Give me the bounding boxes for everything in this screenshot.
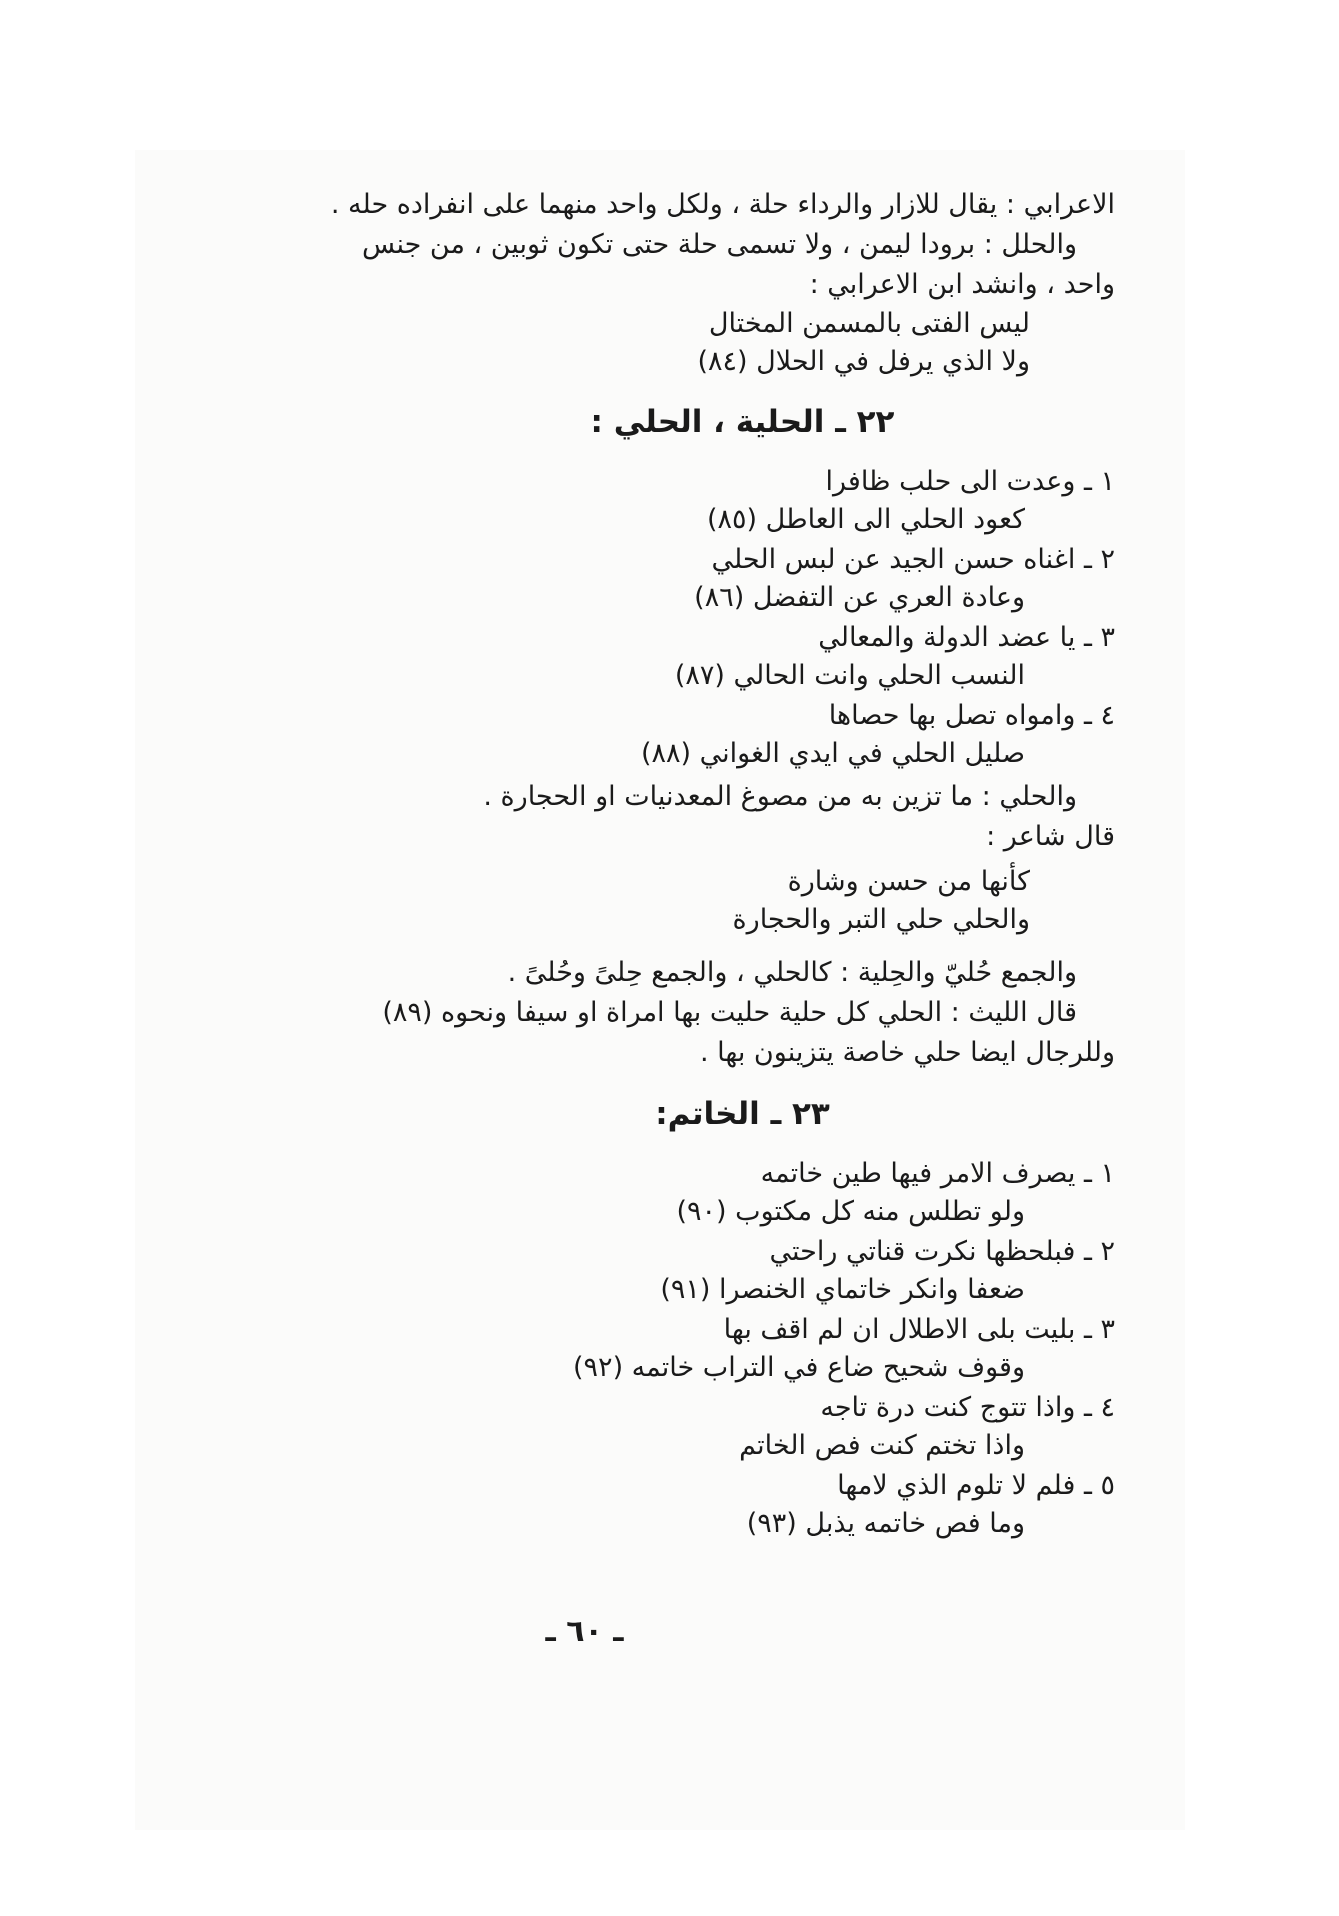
- laith-quote: قال الليث : الحلي كل حلية حليت بها امراة او سيفا ونحوه (٨٩): [382, 997, 1077, 1028]
- section-23-heading: ٢٣ ـ الخاتم:: [655, 1096, 830, 1132]
- verse-couplet: [230, 697, 1115, 773]
- verse-couplet: [230, 463, 1115, 539]
- verse-second-hemistich: وعادة العري عن التفضل (٨٦): [694, 582, 1025, 613]
- verse-first-hemistich: ٢ ـ اغناه حسن الجيد عن لبس الحلي: [711, 544, 1115, 575]
- intro-verse-first-hemistich: ليس الفتى بالمسمن المختال: [708, 308, 1030, 339]
- section-23-verses: [230, 1155, 1115, 1543]
- poet-intro: قال شاعر :: [986, 821, 1115, 852]
- page-body: [230, 185, 1115, 1545]
- verse-couplet: [230, 1311, 1115, 1387]
- intro-paragraph-1: الاعرابي : يقال للازار والرداء حلة ، ولكل واحد منهما على انفراده حله .: [330, 189, 1115, 220]
- verse-second-hemistich: وما فص خاتمه يذبل (٩٣): [746, 1508, 1025, 1539]
- verse-couplet: [230, 541, 1115, 617]
- verse-second-hemistich: واذا تختم كنت فص الخاتم: [739, 1430, 1025, 1461]
- men-ornament-paragraph: وللرجال ايضا حلي خاصة يتزينون بها .: [699, 1037, 1115, 1068]
- plural-paragraph: والجمع حُليّ والحِلية : كالحلي ، والجمع حِلىً وحُلىً .: [507, 957, 1077, 988]
- verse-second-hemistich: ولو تطلس منه كل مكتوب (٩٠): [676, 1196, 1025, 1227]
- intro-paragraph-2: والحلل : برودا ليمن ، ولا تسمى حلة حتى تكون ثوبين ، من جنس: [362, 229, 1077, 260]
- section-22-verses: [230, 463, 1115, 773]
- verse-couplet: [230, 1233, 1115, 1309]
- verse-first-hemistich: ٤ ـ واذا تتوج كنت درة تاجه: [820, 1392, 1115, 1423]
- page-number-label: ـ ٦٠ ـ: [545, 1614, 624, 1649]
- verse-second-hemistich: وقوف شحيح ضاع في التراب خاتمه (٩٢): [573, 1352, 1025, 1383]
- verse-first-hemistich: ٣ ـ يا عضد الدولة والمعالي: [818, 622, 1115, 653]
- section-22-heading: ٢٢ ـ الحلية ، الحلي :: [590, 404, 895, 440]
- verse-first-hemistich: ٢ ـ فبلحظها نكرت قناتي راحتي: [769, 1236, 1115, 1267]
- verse-couplet: [230, 1467, 1115, 1543]
- verse-first-hemistich: ٥ ـ فلم لا تلوم الذي لامها: [837, 1470, 1115, 1501]
- verse-first-hemistich: ١ ـ وعدت الى حلب ظافرا: [825, 466, 1115, 497]
- verse-first-hemistich: ١ ـ يصرف الامر فيها طين خاتمه: [760, 1158, 1115, 1189]
- intro-verse-second-hemistich: ولا الذي يرفل في الحلال (٨٤): [697, 346, 1030, 377]
- poet-verse-first-hemistich: كأنها من حسن وشارة: [787, 866, 1030, 897]
- verse-couplet: [230, 619, 1115, 695]
- verse-second-hemistich: صليل الحلي في ايدي الغواني (٨٨): [640, 738, 1025, 769]
- verse-first-hemistich: ٣ ـ بليت بلى الاطلال ان لم اقف بها: [723, 1314, 1115, 1345]
- verse-second-hemistich: النسب الحلي وانت الحالي (٨٧): [674, 660, 1025, 691]
- definition-paragraph: والحلي : ما تزين به من مصوغ المعدنيات او الحجارة .: [483, 781, 1077, 812]
- verse-couplet: [230, 1155, 1115, 1231]
- page-number: [0, 1614, 1339, 1649]
- poet-verse-second-hemistich: والحلي حلي التبر والحجارة: [732, 904, 1030, 935]
- verse-couplet: [230, 1389, 1115, 1465]
- verse-first-hemistich: ٤ ـ وامواه تصل بها حصاها: [828, 700, 1115, 731]
- intro-paragraph-2-continued: واحد ، وانشد ابن الاعرابي :: [809, 269, 1115, 300]
- verse-second-hemistich: ضعفا وانكر خاتماي الخنصرا (٩١): [660, 1274, 1025, 1305]
- verse-second-hemistich: كعود الحلي الى العاطل (٨٥): [706, 504, 1025, 535]
